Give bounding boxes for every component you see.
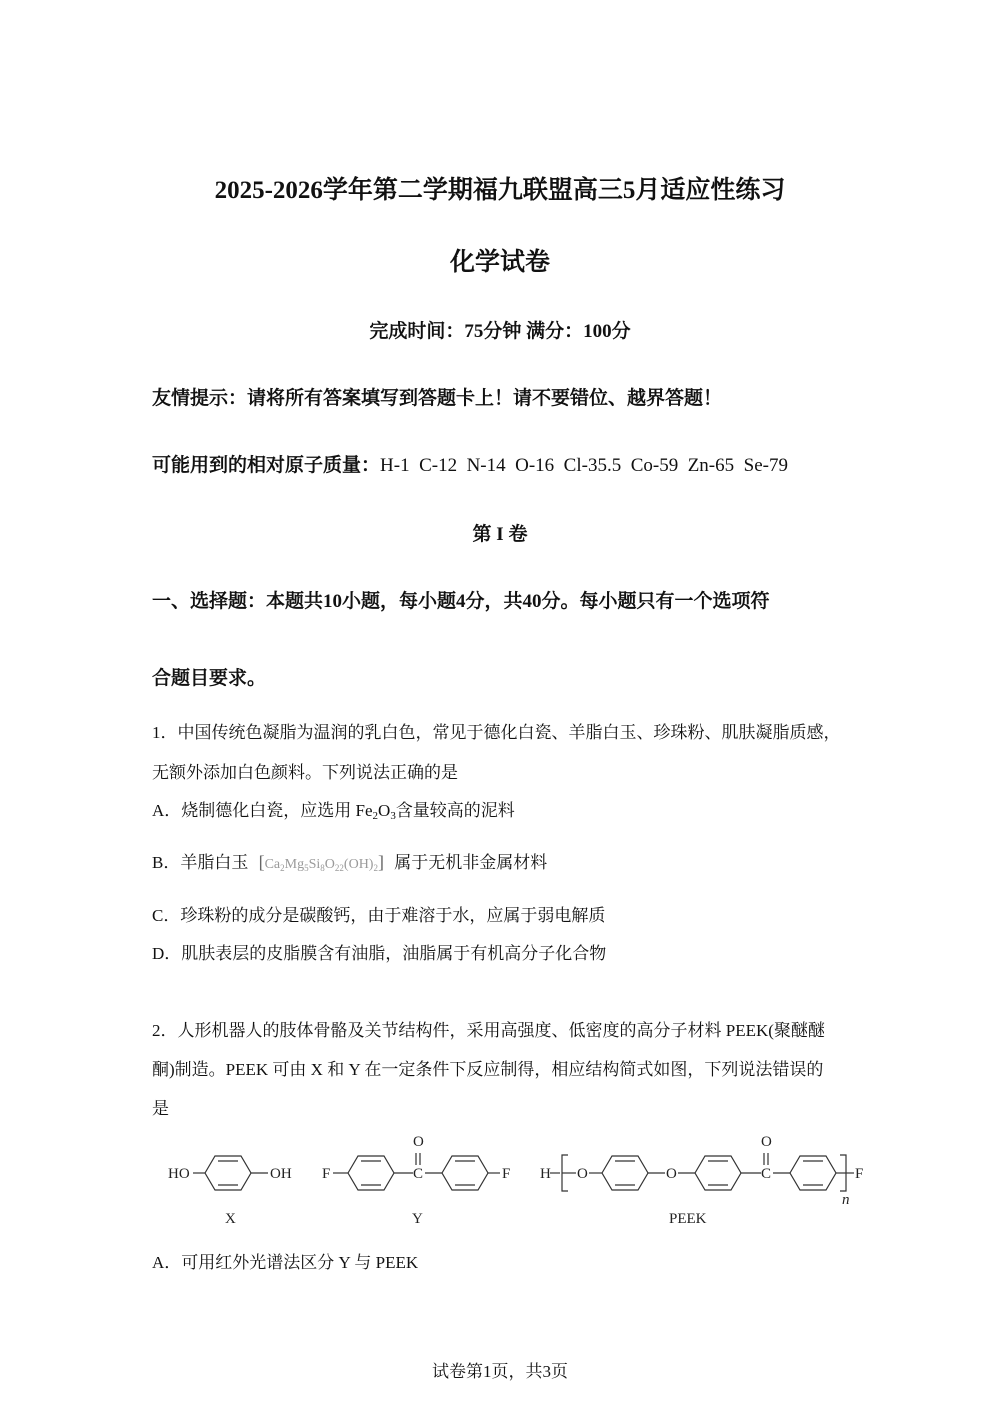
subscript: 5	[304, 863, 309, 873]
y-right-f: F	[502, 1166, 511, 1182]
x-right-group: OH	[270, 1166, 292, 1182]
q1-option-b-formula	[265, 857, 378, 872]
peek-oxygen-1: O	[577, 1166, 588, 1182]
peek-carbon: C	[761, 1166, 772, 1182]
atomic-mass-label: 可能用到的相对原子质量：	[152, 455, 381, 476]
q1-option-b-tail: 属于无机非金属材料	[394, 853, 548, 872]
peek-h: H	[540, 1166, 551, 1182]
peek-repeat-n: n	[842, 1192, 850, 1208]
bracket-right: ]	[377, 852, 384, 872]
peek-carbonyl-oxygen: O	[761, 1134, 772, 1150]
q1-stem-line1: 1．中国传统色凝脂为温润的乳白色，常见于德化白瓷、羊脂白玉、珍珠粉、肌肤凝脂质感，	[152, 723, 841, 742]
q1-option-d: D．肌肤表层的皮脂膜含有油脂，油脂属于有机高分子化合物	[152, 944, 607, 963]
exam-title: 2025-2026学年第二学期福九联盟高三5月适应性练习	[214, 177, 786, 204]
subscript: 3	[390, 810, 396, 822]
q2-option-a: A．可用红外光谱法区分 Y 与 PEEK	[152, 1253, 419, 1272]
formula-o: O	[324, 857, 335, 872]
q1-option-a-tail: 含量较高的泥料	[395, 801, 515, 820]
q1-option-a-text: A．烧制德化白瓷，应选用 Fe	[152, 801, 373, 820]
subscript: 2	[373, 863, 378, 873]
q1-option-a-oxygen: O	[378, 801, 391, 820]
subscript: 22	[334, 863, 344, 873]
q2-structures-figure	[150, 1125, 870, 1235]
atomic-mass-line	[152, 450, 788, 477]
q1-option-b-text: B．羊脂白玉	[152, 853, 249, 872]
q2-stem-line3: 是	[152, 1099, 169, 1118]
page-footer: 试卷第1页，共3页	[432, 1362, 568, 1381]
bracket-left: [	[258, 852, 265, 872]
section-heading-line2: 合题目要求。	[152, 668, 267, 689]
q2-stem-line2: 酮)制造。PEEK 可由 X 和 Y 在一定条件下反应制得，相应结构简式如图，下列说法错误的	[152, 1060, 824, 1079]
subscript: 2	[280, 863, 285, 873]
time-info: 完成时间：75分钟 满分：100分	[369, 321, 631, 342]
q2-stem-line1: 2．人形机器人的肢体骨骼及关节结构件，采用高强度、低密度的高分子材料 PEEK(聚醚醚	[152, 1021, 825, 1040]
y-carbon: C	[413, 1166, 424, 1182]
peek-oxygen-2: O	[666, 1166, 677, 1182]
peek-label: PEEK	[669, 1211, 707, 1227]
x-left-group: HO	[168, 1166, 190, 1182]
q1-option-a	[152, 796, 515, 822]
q1-stem-line2: 无额外添加白色颜料。下列说法正确的是	[152, 763, 458, 782]
formula-si: Si	[308, 857, 321, 872]
y-left-f: F	[322, 1166, 331, 1182]
formula-ca: Ca	[264, 857, 281, 872]
volume-heading: 第 I 卷	[472, 524, 528, 545]
y-label: Y	[412, 1211, 423, 1227]
subscript: 8	[320, 863, 325, 873]
formula-mg: Mg	[284, 857, 305, 872]
y-carbonyl-oxygen: O	[413, 1134, 424, 1150]
section-heading-line1: 一、选择题：本题共10小题，每小题4分，共40分。每小题只有一个选项符	[152, 591, 770, 612]
peek-end-f: F	[855, 1166, 864, 1182]
atomic-mass-values: H-1 C-12 N-14 O-16 Cl-35.5 Co-59 Zn-65 Se-79	[380, 455, 788, 476]
q1-option-b	[152, 848, 547, 873]
subscript: 2	[372, 810, 379, 822]
formula-oh: (OH)	[343, 857, 374, 872]
exam-subtitle: 化学试卷	[449, 249, 550, 276]
reminder: 友情提示：请将所有答案填写到答题卡上！请不要错位、越界答题！	[152, 388, 723, 409]
q1-option-c: C．珍珠粉的成分是碳酸钙，由于难溶于水，应属于弱电解质	[152, 906, 606, 925]
x-label: X	[225, 1211, 236, 1227]
